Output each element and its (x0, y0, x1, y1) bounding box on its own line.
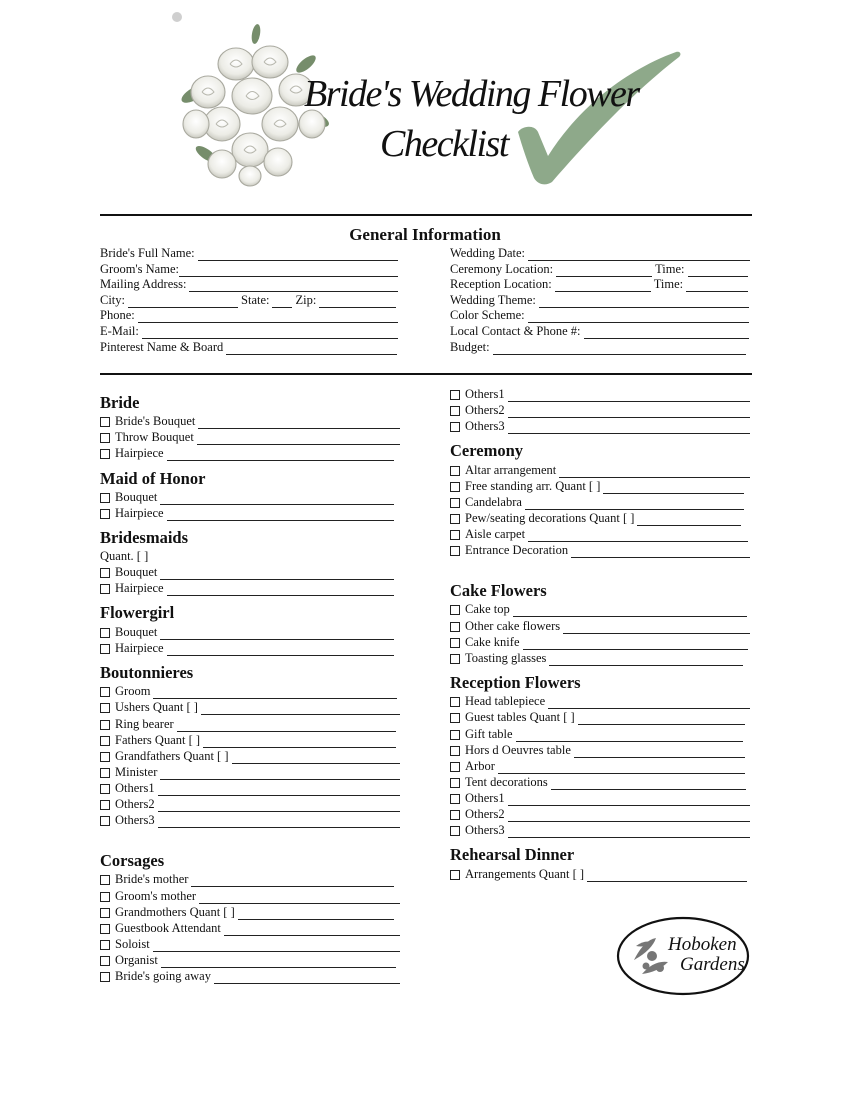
item-label: Gift table (465, 727, 513, 741)
blank-line[interactable] (539, 296, 749, 308)
item-label: Entrance Decoration (465, 543, 569, 557)
checklist-item[interactable] (450, 759, 745, 774)
checkbox[interactable] (100, 972, 110, 982)
item-label: Candelabra (465, 495, 522, 509)
blank-line[interactable] (198, 249, 398, 261)
pinterest-field[interactable] (100, 340, 397, 355)
field-label: Mailing Address: (100, 277, 187, 291)
blank-line[interactable] (167, 644, 394, 656)
checkbox[interactable] (100, 509, 110, 519)
checklist-item[interactable] (450, 727, 743, 742)
checkbox[interactable] (100, 584, 110, 594)
quantity-label: Quant. [ ] (100, 549, 149, 563)
blank-line[interactable] (167, 584, 394, 596)
smudge-dot (172, 12, 182, 22)
checkbox[interactable] (450, 390, 460, 400)
section-ceremony-heading: Ceremony (450, 441, 524, 460)
item-label: Hairpiece (115, 446, 164, 460)
checklist-item[interactable] (100, 641, 394, 656)
blank-line[interactable] (574, 746, 745, 758)
city-blank[interactable] (128, 296, 238, 308)
checkbox[interactable] (450, 622, 460, 632)
checkbox[interactable] (450, 713, 460, 723)
blank-line[interactable] (528, 530, 748, 542)
checkbox[interactable] (450, 870, 460, 880)
checklist-item[interactable] (100, 813, 400, 828)
item-label: Bride's going away (115, 969, 211, 983)
checklist-item[interactable] (450, 743, 745, 758)
item-label: Groom (115, 684, 151, 698)
item-label: Organist (115, 953, 158, 967)
page-title-line1: Bride's Wedding Flower (304, 73, 639, 115)
item-label: Other cake flowers (465, 619, 561, 633)
blank-line[interactable] (153, 940, 400, 952)
item-label: Hors d Oeuvres table (465, 743, 571, 757)
blank-line[interactable] (201, 703, 400, 715)
checkbox[interactable] (450, 498, 460, 508)
checkbox[interactable] (450, 762, 460, 772)
blank-line[interactable] (513, 605, 747, 617)
item-label: Guest tables Quant [ ] (465, 710, 575, 724)
checkbox[interactable] (450, 466, 460, 476)
blank-line[interactable] (158, 816, 400, 828)
checkbox[interactable] (100, 433, 110, 443)
checkbox[interactable] (100, 752, 110, 762)
blank-line[interactable] (508, 406, 750, 418)
wedding-theme-field[interactable] (450, 293, 749, 308)
blank-line[interactable] (179, 265, 398, 277)
checkbox[interactable] (450, 605, 460, 615)
checkbox[interactable] (450, 697, 460, 707)
item-label: Arrangements Quant [ ] (465, 867, 585, 881)
section-cake-flowers-heading: Cake Flowers (450, 581, 547, 600)
checklist-item[interactable] (100, 797, 400, 812)
blank-line[interactable] (516, 730, 743, 742)
checkbox[interactable] (450, 422, 460, 432)
blank-line[interactable] (584, 327, 749, 339)
item-label: Soloist (115, 937, 150, 951)
section-reception-flowers-heading: Reception Flowers (450, 673, 581, 692)
checklist-item[interactable] (100, 430, 400, 445)
item-label: Free standing arr. Quant [ ] (465, 479, 601, 493)
checkbox[interactable] (450, 810, 460, 820)
blank-line[interactable] (571, 546, 750, 558)
field-label: Phone: (100, 308, 135, 322)
blank-line[interactable] (226, 343, 397, 355)
checkbox[interactable] (450, 514, 460, 524)
item-label: Pew/seating decorations Quant [ ] (465, 511, 635, 525)
wedding-date-field[interactable] (450, 246, 750, 261)
item-label: Aisle carpet (465, 527, 526, 541)
blank-line[interactable] (203, 736, 396, 748)
item-label: Hairpiece (115, 641, 164, 655)
item-label: Bouquet (115, 565, 158, 579)
checklist-item[interactable] (100, 765, 400, 780)
checkbox[interactable] (100, 892, 110, 902)
checkbox[interactable] (100, 417, 110, 427)
item-label: Cake knife (465, 635, 520, 649)
blank-line[interactable] (160, 568, 394, 580)
field-label: Wedding Theme: (450, 293, 536, 307)
checklist-item[interactable] (100, 749, 400, 764)
item-label: Ring bearer (115, 717, 174, 731)
location-blank[interactable] (555, 280, 651, 292)
checklist-item[interactable] (100, 905, 394, 920)
section-bridesmaids-heading: Bridesmaids (100, 528, 189, 547)
item-label: Grandfathers Quant [ ] (115, 749, 229, 763)
section-maid-of-honor-heading: Maid of Honor (100, 469, 206, 488)
checkbox[interactable] (100, 644, 110, 654)
logo-text-line1: Hoboken (668, 934, 737, 955)
checklist-item[interactable] (100, 414, 400, 429)
budget-field[interactable] (450, 340, 746, 355)
checkbox[interactable] (100, 956, 110, 966)
checklist-item[interactable] (450, 635, 748, 650)
blank-line[interactable] (199, 892, 400, 904)
checklist-item[interactable] (100, 684, 397, 699)
blank-line[interactable] (523, 638, 749, 650)
checkbox[interactable] (100, 687, 110, 697)
bridesmaids-quantity[interactable] (100, 549, 148, 564)
blank-line[interactable] (142, 327, 398, 339)
checklist-item[interactable] (450, 694, 750, 709)
checkbox[interactable] (100, 736, 110, 746)
time-blank[interactable] (688, 265, 748, 277)
blank-line[interactable] (138, 311, 398, 323)
checklist-item[interactable] (450, 543, 750, 558)
item-label: Others3 (465, 419, 505, 433)
item-label: Cake top (465, 602, 510, 616)
blank-line[interactable] (160, 628, 394, 640)
hoboken-gardens-logo (616, 916, 750, 996)
checklist-item[interactable] (450, 791, 750, 806)
divider-top (100, 214, 752, 216)
phone-field[interactable] (100, 308, 398, 323)
item-label: Hairpiece (115, 581, 164, 595)
field-label: Reception Location: (450, 277, 552, 291)
page-title-line2: Checklist (380, 123, 508, 165)
blank-line[interactable] (559, 466, 750, 478)
checklist-item[interactable] (450, 867, 747, 882)
field-label: Local Contact & Phone #: (450, 324, 581, 338)
blank-line[interactable] (160, 768, 400, 780)
item-label: Minister (115, 765, 158, 779)
item-label: Others3 (115, 813, 155, 827)
blank-line[interactable] (232, 752, 401, 764)
checkbox[interactable] (450, 778, 460, 788)
location-blank[interactable] (556, 265, 652, 277)
item-label: Groom's mother (115, 889, 197, 903)
field-label: Ceremony Location: (450, 262, 554, 276)
blank-line[interactable] (549, 654, 743, 666)
field-label: Time: (653, 277, 684, 291)
item-label: Altar arrangement (465, 463, 557, 477)
blank-line[interactable] (153, 687, 397, 699)
checklist-item[interactable] (100, 506, 394, 521)
item-label: Toasting glasses (465, 651, 547, 665)
checkbox[interactable] (450, 794, 460, 804)
color-scheme-field[interactable] (450, 308, 749, 323)
blank-line[interactable] (551, 778, 746, 790)
checklist-item[interactable] (100, 937, 400, 952)
mailing-address-field[interactable] (100, 277, 398, 292)
checkbox[interactable] (450, 638, 460, 648)
blank-line[interactable] (508, 810, 750, 822)
blank-line[interactable] (508, 390, 750, 402)
checklist-item[interactable] (100, 717, 396, 732)
city-state-zip-field[interactable] (100, 293, 396, 308)
field-label: Budget: (450, 340, 490, 354)
logo-text-line2: Gardens (680, 954, 745, 975)
checklist-item[interactable] (100, 700, 400, 715)
checkbox[interactable] (450, 654, 460, 664)
blank-line[interactable] (493, 343, 746, 355)
state-blank[interactable] (272, 296, 292, 308)
checklist-item[interactable] (450, 807, 750, 822)
checkbox[interactable] (100, 449, 110, 459)
blank-line[interactable] (528, 249, 750, 261)
checkbox[interactable] (450, 546, 460, 556)
blank-line[interactable] (548, 697, 750, 709)
blank-line[interactable] (197, 433, 400, 445)
item-label: Others3 (465, 823, 505, 837)
item-label: Others1 (115, 781, 155, 795)
section-boutonnieres-heading: Boutonnieres (100, 663, 194, 682)
checkbox[interactable] (450, 746, 460, 756)
checklist-item[interactable] (100, 969, 400, 984)
checkbox[interactable] (100, 816, 110, 826)
checklist-item[interactable] (450, 387, 750, 402)
checklist-item[interactable] (100, 921, 400, 936)
field-label: Time: (655, 262, 685, 276)
checklist-item[interactable] (450, 463, 750, 478)
field-label: Groom's Name: (100, 262, 179, 276)
checkbox[interactable] (100, 784, 110, 794)
checkbox[interactable] (100, 703, 110, 713)
checklist-item[interactable] (100, 565, 394, 580)
checkbox[interactable] (100, 800, 110, 810)
section-corsages-heading: Corsages (100, 851, 165, 870)
checklist-item[interactable] (100, 889, 400, 904)
checkbox[interactable] (450, 730, 460, 740)
blank-line[interactable] (167, 509, 394, 521)
item-label: Others1 (465, 387, 505, 401)
checklist-item[interactable] (100, 733, 396, 748)
item-label: Hairpiece (115, 506, 164, 520)
item-label: Arbor (465, 759, 495, 773)
checkbox[interactable] (100, 568, 110, 578)
blank-line[interactable] (198, 417, 400, 429)
field-label: Wedding Date: (450, 246, 526, 260)
ceremony-location-field[interactable] (450, 262, 748, 277)
blank-line[interactable] (158, 800, 400, 812)
checklist-item[interactable] (450, 602, 747, 617)
item-label: Others2 (115, 797, 155, 811)
zip-blank[interactable] (319, 296, 396, 308)
item-label: Throw Bouquet (115, 430, 194, 444)
general-info-heading: General Information (349, 225, 501, 244)
blank-line[interactable] (508, 794, 750, 806)
checkbox[interactable] (100, 940, 110, 950)
checklist-item[interactable] (450, 511, 741, 526)
checkbox[interactable] (100, 908, 110, 918)
checklist-item[interactable] (450, 619, 750, 634)
checkbox[interactable] (450, 406, 460, 416)
blank-line[interactable] (498, 762, 745, 774)
item-label: Ushers Quant [ ] (115, 700, 198, 714)
checkbox[interactable] (450, 826, 460, 836)
item-label: Fathers Quant [ ] (115, 733, 201, 747)
reception-location-field[interactable] (450, 277, 748, 292)
checklist-item[interactable] (100, 781, 400, 796)
checklist-item[interactable] (100, 446, 394, 461)
blank-line[interactable] (603, 482, 744, 494)
item-label: Bouquet (115, 490, 158, 504)
blank-line[interactable] (177, 720, 396, 732)
blank-line[interactable] (578, 713, 745, 725)
checkbox[interactable] (100, 875, 110, 885)
item-label: Head tablepiece (465, 694, 546, 708)
time-blank[interactable] (686, 280, 748, 292)
field-label: Bride's Full Name: (100, 246, 195, 260)
item-label: Bride's mother (115, 872, 189, 886)
blank-line[interactable] (525, 498, 744, 510)
blank-line[interactable] (563, 622, 750, 634)
checklist-item[interactable] (450, 495, 744, 510)
blank-line[interactable] (508, 422, 750, 434)
grooms-name-field[interactable] (100, 262, 398, 277)
blank-line[interactable] (189, 280, 398, 292)
checklist-item[interactable] (450, 823, 750, 838)
blank-line[interactable] (587, 870, 747, 882)
checklist-item[interactable] (450, 775, 746, 790)
checklist-item[interactable] (450, 710, 745, 725)
checklist-item[interactable] (450, 651, 743, 666)
section-bride-heading: Bride (100, 393, 140, 412)
checklist-item[interactable] (100, 581, 394, 596)
checklist-item[interactable] (450, 479, 744, 494)
blank-line[interactable] (508, 826, 750, 838)
item-label: Tent decorations (465, 775, 548, 789)
checkbox[interactable] (100, 768, 110, 778)
checklist-item[interactable] (450, 527, 748, 542)
blank-line[interactable] (158, 784, 400, 796)
checklist-item[interactable] (100, 872, 394, 887)
checkbox[interactable] (100, 924, 110, 934)
field-label: State: (241, 293, 270, 307)
local-contact-field[interactable] (450, 324, 749, 339)
blank-line[interactable] (637, 514, 741, 526)
field-label: Zip: (295, 293, 317, 307)
checklist-item[interactable] (100, 490, 394, 505)
checklist-item[interactable] (450, 403, 750, 418)
checkbox[interactable] (100, 628, 110, 638)
section-flowergirl-heading: Flowergirl (100, 603, 175, 622)
checkbox[interactable] (100, 493, 110, 503)
blank-line[interactable] (214, 972, 400, 984)
field-label: E-Mail: (100, 324, 139, 338)
blank-line[interactable] (167, 449, 394, 461)
field-label: Color Scheme: (450, 308, 525, 322)
blank-line[interactable] (191, 875, 394, 887)
blank-line[interactable] (224, 924, 400, 936)
checklist-item[interactable] (450, 419, 750, 434)
item-label: Guestbook Attendant (115, 921, 221, 935)
item-label: Grandmothers Quant [ ] (115, 905, 235, 919)
checkbox[interactable] (100, 720, 110, 730)
checklist-item[interactable] (100, 625, 394, 640)
item-label: Others2 (465, 807, 505, 821)
item-label: Bouquet (115, 625, 158, 639)
blank-line[interactable] (238, 908, 394, 920)
blank-line[interactable] (528, 311, 749, 323)
brides-name-field[interactable] (100, 246, 398, 261)
field-label: City: (100, 293, 126, 307)
checkbox[interactable] (450, 530, 460, 540)
checkmark-icon (508, 46, 683, 186)
field-label: Pinterest Name & Board (100, 340, 224, 354)
item-label: Others2 (465, 403, 505, 417)
section-rehearsal-dinner-heading: Rehearsal Dinner (450, 845, 575, 864)
blank-line[interactable] (160, 493, 394, 505)
divider-middle (100, 373, 752, 375)
item-label: Others1 (465, 791, 505, 805)
checklist-item[interactable] (100, 953, 396, 968)
blank-line[interactable] (161, 956, 396, 968)
email-field[interactable] (100, 324, 398, 339)
checkbox[interactable] (450, 482, 460, 492)
item-label: Bride's Bouquet (115, 414, 196, 428)
